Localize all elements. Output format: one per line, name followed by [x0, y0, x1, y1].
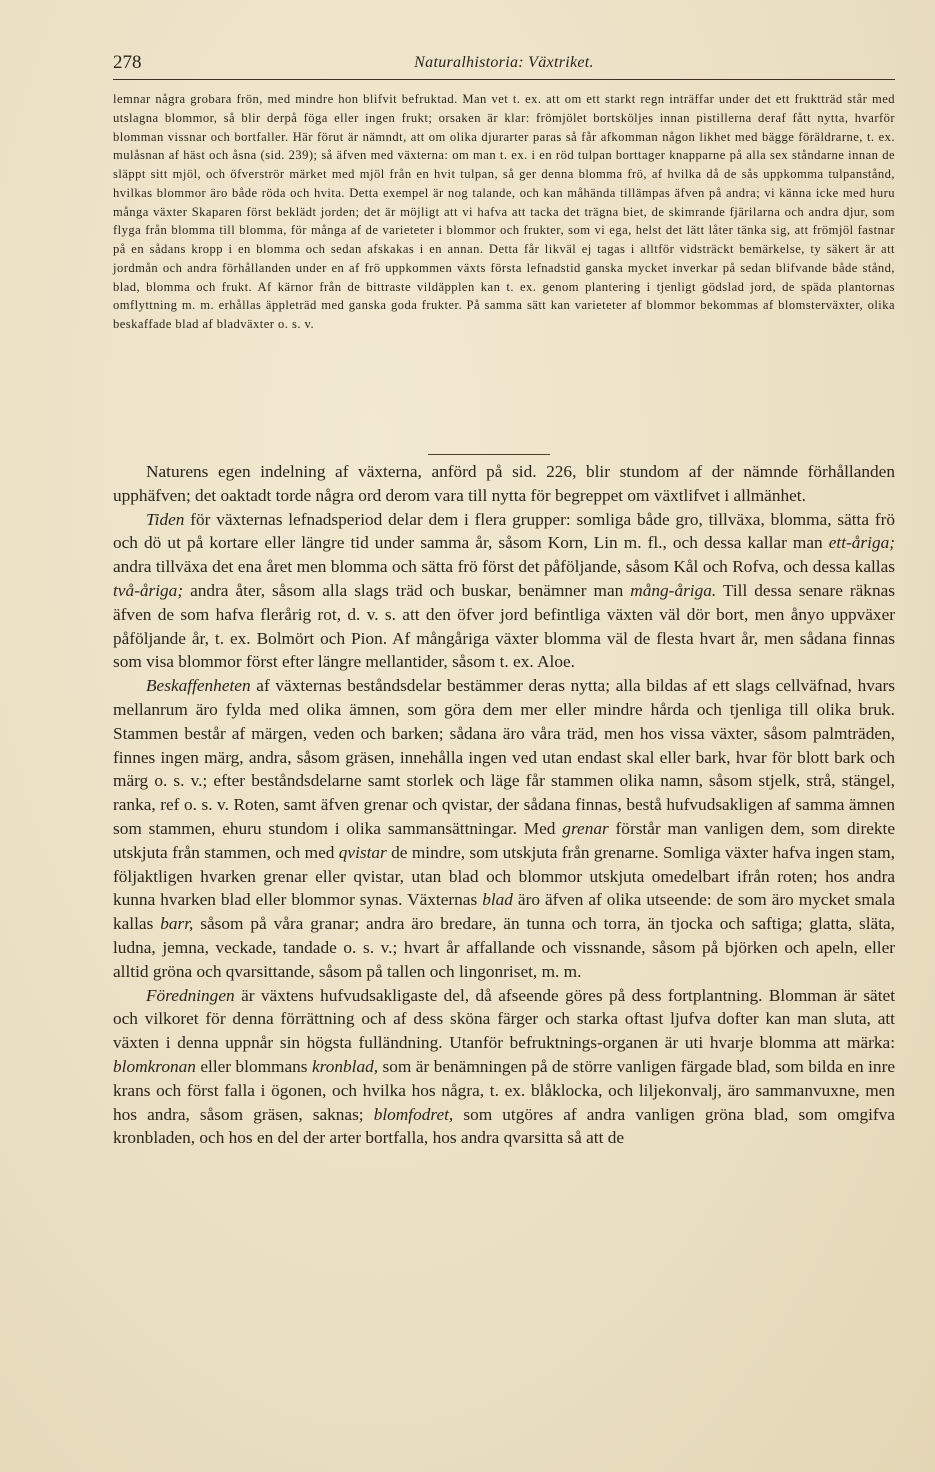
running-title: Naturalhistoria: Växtriket. [414, 54, 594, 71]
text-run: eller blommans [195, 1056, 312, 1076]
term-mang-ariga: mång-åriga. [630, 580, 717, 600]
text-run: af växternas beståndsdelar bestämmer deras nytta; alla bildas af ett slags cellväfnad, hvars mellanrum äro fylda med olika ämnen, som göra dem mer eller mindre hårda och tjenliga till olika bruk. Stammen består af märgen, veden och barken; sådana äro våra träd, men hos vissa växter, såsom palmträden, finnes ingen märg, andra, såsom gräsen, innehålla ingen ved utan endast skal eller bark, hvar för blott bark och märg o. s. v.; efter beståndsdelarne samt storlek och läge får stammen olika namn, såsom stjelk, strå, stängel, ranka, ref o. s. v. Roten, samt äfven grenar och qvistar, der sådana finnas, bestå hufvudsakligen af samma ämnen som stammen, ehuru stundom i olika sammansättningar. Med [113, 676, 895, 838]
small-print-section [113, 90, 895, 334]
text-run: som är benämningen på de större vanligen färgade blad, som bilda en inre krans och först falla i ögonen, och hvilka hos några, t. ex. blåklocka, och liljekonvalj, äro sammanvuxne, men hos andra, såsom gräsen, saknas; [113, 1056, 895, 1124]
text-run: är växtens hufvudsakligaste del, då afseende göres på dess fortplantning. Blomman är sätet och vilkoret för denna förrättning och af dess sköna färger och starka oftast ljufva dofter kan man sluta, att växten i denna uppnår sin högsta fulländning. Utanför befruktnings-organen är uti hvarje blomma att märka: [113, 985, 895, 1053]
term-qvistar: qvistar [338, 842, 387, 862]
section-divider [428, 454, 550, 455]
paragraph-indelning: Naturens egen indelning af växterna, anförd på sid. 226, blir stundom af der nämnde förhållanden upphäfven; det oaktadt torde några ord derom vara till nytta för begreppet om växtlifvet i allmänhet. [113, 462, 895, 505]
text-run: andra tillväxa det ena året men blomma och sätta frö först det påföljande, såsom Kål och Rofva, och dessa kallas [113, 557, 895, 577]
term-blomfodret: blomfodret, [373, 1104, 454, 1124]
text-run: andra åter, såsom alla slags träd och buskar, benämner man [183, 580, 631, 600]
term-grenar: grenar [562, 818, 609, 838]
term-tiden: Tiden [146, 509, 185, 529]
term-barr: barr, [160, 914, 194, 934]
running-header [113, 52, 895, 78]
term-kronblad: kronblad, [311, 1056, 379, 1076]
term-beskaffenheten: Beskaffenheten [146, 676, 251, 696]
paragraph-foredningen [113, 984, 895, 1151]
term-tva-ariga: två-åriga; [113, 580, 184, 600]
text-run: såsom på våra granar; andra äro bredare, än tunna och torra, än tjocka och saftiga; glatta, släta, ludna, jemna, veckade, tandade o. s. v.; hvart år affallande och vissnande, såsom på björken och apeln, eller alltid gröna och qvarsittande, såsom på tallen och lingonriset, m. m. [113, 914, 895, 981]
text-run: de mindre, som utskjuta från grenarne. Somliga växter hafva ingen stam, följaktligen hvarken grenar eller qvistar, utan blad och blommor utskjuta omedelbart ifrån roten; hos andra kunna hvarken blad eller blommor synas. Växternas [113, 842, 895, 910]
term-blad: blad [482, 890, 513, 910]
paragraph-tiden [113, 508, 895, 675]
text-run: förstår man vanligen dem, som direkte utskjuta från stammen, och med [113, 818, 895, 862]
term-ett-ariga: ett-åriga; [828, 533, 895, 553]
main-text-section [113, 460, 895, 1150]
text-run: Till dessa senare räknas äfven de som hafva flerårig rot, d. v. s. att den öfver jord befintliga växten väl dör bort, men ånyo uppväxer påföljande år, t. ex. Bolmört och Pion. Af mångåriga växter blomma väl de flesta hvart år, men sådana finnas som visa blommor först efter längre mellantider, såsom t. ex. Aloe. [113, 580, 895, 672]
small-print-paragraph: lemnar några grobara frön, med mindre hon blifvit befruktad. Man vet t. ex. att om ett starkt regn inträffar under det ett fruktträd står med utslagna blommor, så blir derpå föga eller ingen frukt; orsaken är klar: frömjölet bortsköljes innan pistillerna deraf fått nytta, hvarför blomman vissnar och bortfaller. Här förut är nämndt, att om olika djurarter paras så får afkomman någon likhet med bägge föräldrarne, t. ex. mulåsnan af häst och åsna (sid. 239); så äfven med växterna: om man t. ex. i en röd tulpan borttager knapparne på alla sex ståndarne innan de släppt sitt mjöl, och öfverströr märket med mjöl från en hvit tulpan, så ger denna blomma frö, af hvilka då de sås uppkomma tulpanstånd, hvilkas blommor äro både röda och hvita. Detta exempel är nog talande, och kan måhända tillämpas äfven på andra; vi känna icke med huru många växter Skaparen först beklädt jorden; det är möjligt att vi hafva att tacka det trägna biet, de skimrande fjärilarna och andra djur, som flyga från blomma till blomma, för många af de varieteter i blommor och frukter, som vi ega, helst det lätt låter tänka sig, att frömjöl fastnar på en sådans kropp i en blomma och sedan afskakas i en annan. Detta får likväl ej tagas i alltför vidsträckt bemärkelse, ty säkert är att jordmån och andra förhållanden under en af frö uppkommen växts första lefnadstid ganska mycket inverkar på sedan blifvande både stånd, blad, blomma och frukt. Af kärnor från de bittraste vildäpplen kan t. ex. genom plantering i tjenligt gödslad jord, de späda plantornas omflyttning m. m. erhållas äppleträd med ganska goda frukter. På samma sätt kan varieteter af blommor bekommas af blomsterväxter, olika beskaffade blad af bladväxter o. s. v. [113, 92, 895, 331]
page-number: 278 [113, 52, 142, 73]
text-run: som utgöres af andra vanligen gröna blad, som omgifva kronbladen, och hos en del der arter bortfalla, hos andra qvarsitta så att de [113, 1104, 895, 1148]
header-rule [113, 79, 895, 80]
term-blomkronan: blomkronan [113, 1056, 196, 1076]
paragraph-beskaffenheten [113, 674, 895, 983]
term-foredningen: Föredningen [146, 985, 235, 1005]
text-run: äro äfven af olika utseende: de som äro mycket smala kallas [113, 890, 895, 934]
text-run: för växternas lefnadsperiod delar dem i flera grupper: somliga både gro, tillväxa, blomma, sätta frö och dö ut på kortare eller längre tid under samma år, såsom Korn, Lin m. fl., och dessa kallar man [113, 509, 895, 553]
